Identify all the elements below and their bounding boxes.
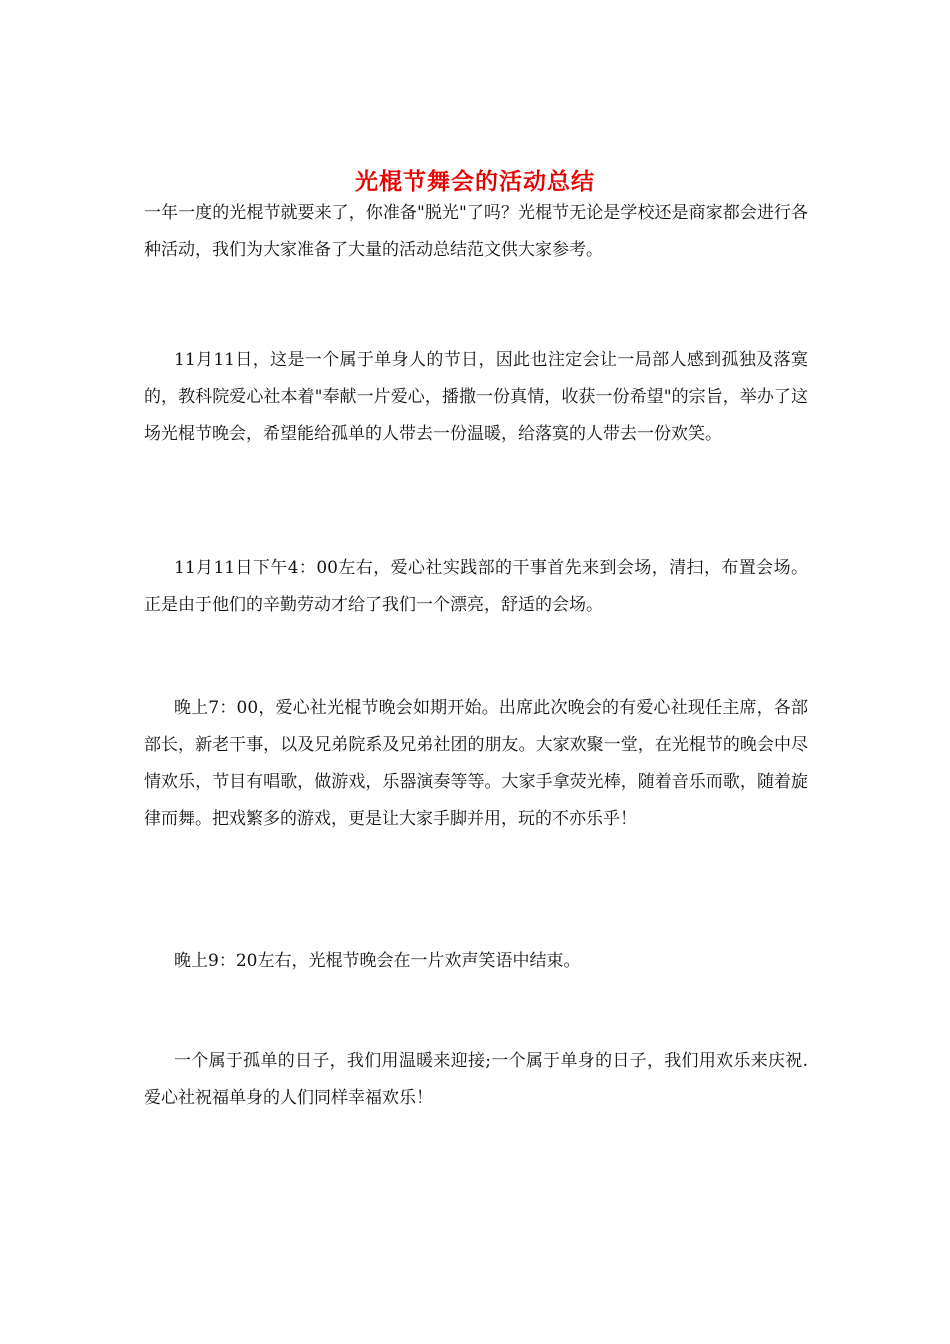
closing-paragraph: 一个属于孤单的日子，我们用温暖来迎接;一个属于单身的日子，我们用欢乐来庆祝.爱心社祝福单身的人们同样幸福欢乐！ (144, 1051, 808, 1108)
body-paragraph: 11月11日，这是一个属于单身人的节日，因此也注定会让一局部人感到孤独及落寞的，教科院爱心社本着"奉献一片爱心，播撒一份真情，收获一份希望"的宗旨，举办了这场光棍节晚会，希望能给孤单的人带去一份温暖，给落寞的人带去一份欢笑。 (144, 350, 808, 444)
body-paragraph: 11月11日下午4：00左右，爱心社实践部的干事首先来到会场，清扫，布置会场。正是由于他们的辛勤劳动才给了我们一个漂亮，舒适的会场。 (144, 558, 808, 615)
body-paragraph: 晚上7：00，爱心社光棍节晚会如期开始。出席此次晚会的有爱心社现任主席，各部部长，新老干事，以及兄弟院系及兄弟社团的朋友。大家欢聚一堂，在光棍节的晚会中尽情欢乐，节目有唱歌，做游戏，乐器演奏等等。大家手拿荧光棒，随着音乐而歌，随着旋律而舞。把戏繁多的游戏，更是让大家手脚并用，玩的不亦乐乎！ (144, 698, 808, 829)
document-title: 光棍节舞会的活动总结 (355, 168, 595, 196)
intro-paragraph: 一年一度的光棍节就要来了，你准备"脱光"了吗？光棍节无论是学校还是商家都会进行各种活动，我们为大家准备了大量的活动总结范文供大家参考。 (144, 203, 808, 260)
body-paragraph: 晚上9：20左右，光棍节晚会在一片欢声笑语中结束。 (174, 951, 581, 971)
